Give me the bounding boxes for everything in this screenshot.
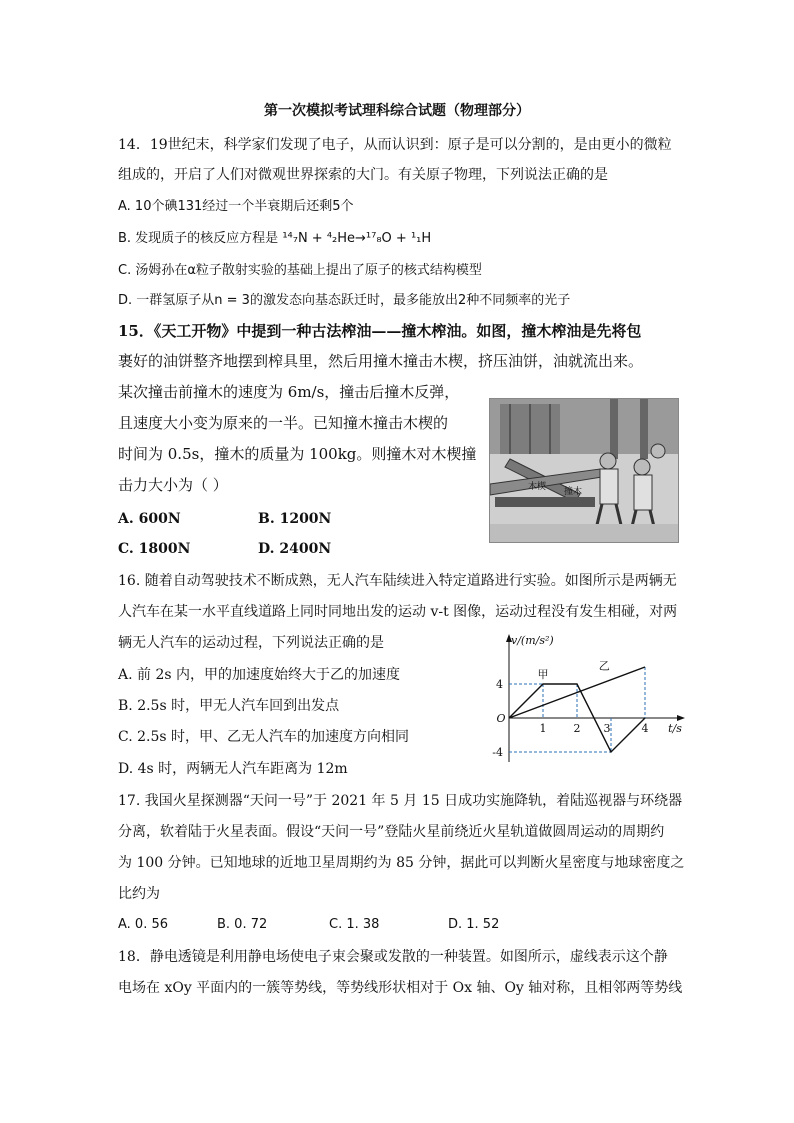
q16-option-b: B. 2.5s 时，甲无人汽车回到出发点 <box>118 698 340 714</box>
ram-label: 撞木 <box>564 487 583 497</box>
x-axis-label: t/s <box>668 722 682 735</box>
series-label-yi: 乙 <box>598 659 610 673</box>
q18-line1: 18．静电透镜是利用静电场使电子束会聚或发散的一种装置。如图所示，虚线表示这个静 <box>118 949 668 965</box>
q16-option-a: A. 前 2s 内，甲的加速度始终大于乙的加速度 <box>118 667 401 683</box>
q15-option-d: D. 2400N <box>258 541 332 557</box>
q17-option-a: A. 0. 56 <box>118 917 169 932</box>
series-label-jia: 甲 <box>537 668 549 681</box>
q15-line6: 击力大小为（ ） <box>118 476 228 494</box>
oil-press-illustration <box>489 398 679 543</box>
x-tick-label-2: 2 <box>573 722 581 735</box>
oil-press-drawing <box>490 399 678 542</box>
q16-option-d: D. 4s 时，两辆无人汽车距离为 12m <box>118 761 348 777</box>
q15-option-a: A. 600N <box>118 511 181 527</box>
q14-option-b: B. 发现质子的核反应方程是 ¹⁴₇N + ⁴₂He→¹⁷₈O + ¹₁H <box>118 231 432 246</box>
q17-option-d: D. 1. 52 <box>448 917 500 932</box>
q15-line2: 裹好的油饼整齐地摆到榨具里，然后用撞木撞击木楔，挤压油饼，油就流出来。 <box>118 352 644 370</box>
q17-line4: 比约为 <box>118 886 160 902</box>
q17-line2: 分离，软着陆于火星表面。假设“天问一号”登陆火星前绕近火星轨道做圆周运动的周期约 <box>118 824 665 840</box>
vt-graph <box>487 630 687 770</box>
x-tick-label-1: 1 <box>539 722 547 735</box>
q15-line3: 某次撞击前撞木的速度为 6m/s，撞击后撞木反弹， <box>118 383 460 401</box>
q15-option-b: B. 1200N <box>258 511 332 527</box>
q15-line4: 且速度大小变为原来的一半。已知撞木撞击木楔的 <box>118 414 449 432</box>
q15-option-c: C. 1800N <box>118 541 191 557</box>
q14-stem-line2: 组成的，开启了人们对微观世界探索的大门。有关原子物理，下列说法正确的是 <box>118 167 608 183</box>
vt-graph-svg <box>487 630 687 770</box>
y-tick-label--4: -4 <box>492 746 503 759</box>
q17-line3: 为 100 分钟。已知地球的近地卫星周期约为 85 分钟，据此可以判断火星密度与地球密度之 <box>118 855 685 871</box>
q16-line1: 16. 随着自动驾驶技术不断成熟，无人汽车陆续进入特定道路进行实验。如图所示是两辆无 <box>118 573 677 589</box>
q17-line1: 17. 我国火星探测器“天问一号”于 2021 年 5 月 15 日成功实施降轨，着陆巡视器与环绕器 <box>118 793 683 809</box>
q16-line2: 人汽车在某一水平直线道路上同时同地出发的运动 v-t 图像，运动过程没有发生相碰，对两 <box>118 604 678 620</box>
x-axis-arrow <box>677 715 685 721</box>
x-tick-label-3: 3 <box>603 722 611 735</box>
q16-option-c: C. 2.5s 时，甲、乙无人汽车的加速度方向相同 <box>118 729 410 745</box>
page-title: 第一次模拟考试理科综合试题（物理部分） <box>264 103 530 119</box>
q14-option-d: D. 一群氢原子从n = 3的激发态向基态跃迁时，最多能放出2种不同频率的光子 <box>118 293 571 308</box>
q17-option-b: B. 0. 72 <box>217 917 268 932</box>
q16-line3: 辆无人汽车的运动过程，下列说法正确的是 <box>118 635 384 651</box>
q15-line1: 15．《天工开物》中提到一种古法榨油——撞木榨油。如图，撞木榨油是先将包 <box>118 322 642 340</box>
q14-option-c: C. 汤姆孙在α粒子散射实验的基础上提出了原子的核式结构模型 <box>118 263 482 278</box>
y-axis-label: v/(m/s²) <box>511 634 554 647</box>
x-tick-label-4: 4 <box>641 722 649 735</box>
q14-stem-line1: 14．19世纪末，科学家们发现了电子，从而认识到：原子是可以分割的，是由更小的微粒 <box>118 137 672 153</box>
y-tick-label-4: 4 <box>496 678 503 691</box>
q17-option-c: C. 1. 38 <box>329 917 380 932</box>
origin-label: O <box>496 712 506 725</box>
q14-option-a: A. 10个碘131经过一个半衰期后还剩5个 <box>118 199 354 214</box>
q18-line2: 电场在 xOy 平面内的一簇等势线，等势线形状相对于 Ox 轴、Oy 轴对称，且相邻两等势线 <box>118 980 683 996</box>
wedge-label: 木楔 <box>528 482 547 492</box>
q15-line5: 时间为 0.5s，撞木的质量为 100kg。则撞木对木楔撞 <box>118 445 477 463</box>
